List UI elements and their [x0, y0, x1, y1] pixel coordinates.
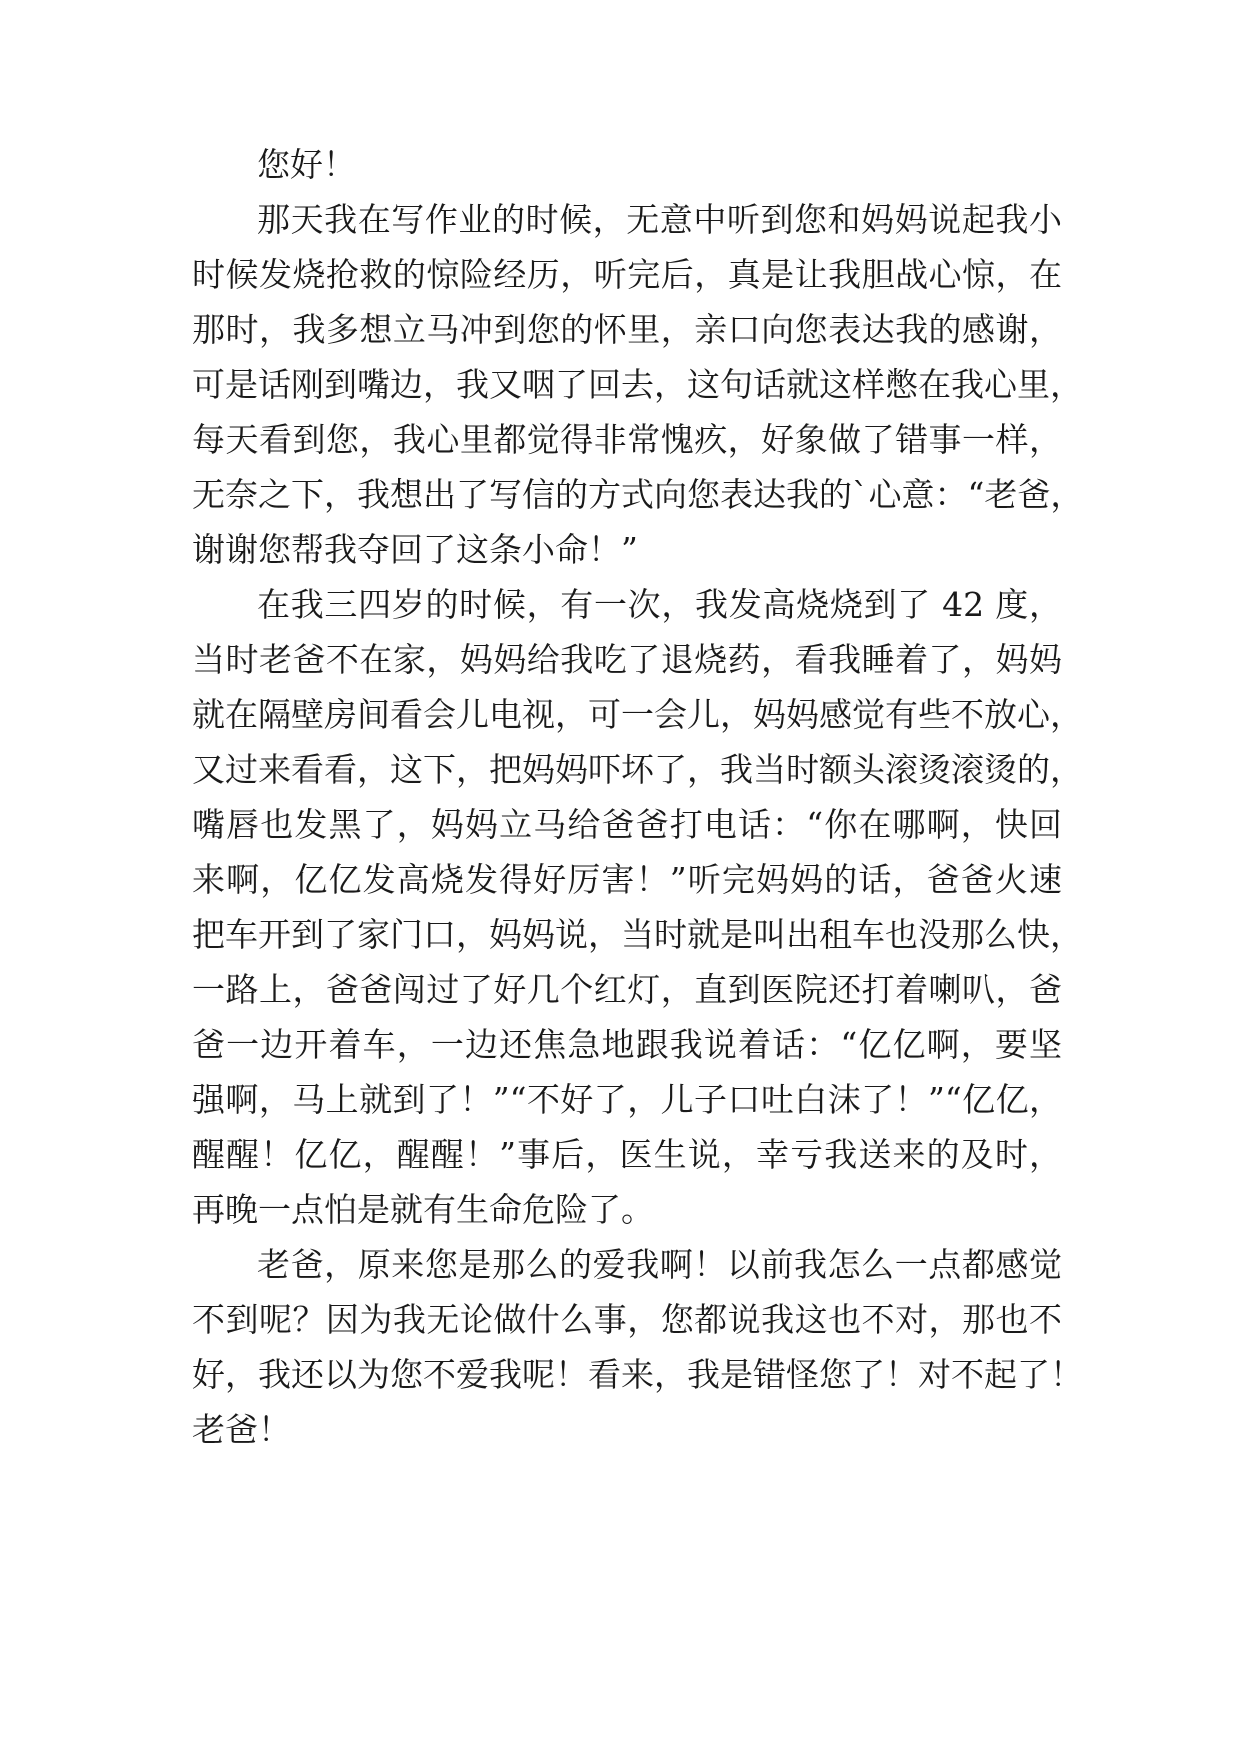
paragraph-2-line-2: 当时老爸不在家，妈妈给我吃了退烧药，看我睡着了，妈妈	[192, 640, 1062, 679]
paragraph-2-line-4: 又过来看看，这下，把妈妈吓坏了，我当时额头滚烫滚烫的，	[192, 750, 1083, 789]
paragraph-1-line-6: 无奈之下，我想出了写信的方式向您表达我的`心意：“老爸，	[192, 475, 1084, 514]
paragraph-1-line-7: 谢谢您帮我夺回了这条小命！”	[192, 530, 638, 569]
paragraph-1-line-5: 每天看到您，我心里都觉得非常愧疚，好象做了错事一样，	[192, 420, 1062, 459]
paragraph-2-line-9: 爸一边开着车，一边还焦急地跟我说着话：“亿亿啊，要坚	[192, 1025, 1062, 1064]
paragraph-2-line-3: 就在隔壁房间看会儿电视，可一会儿，妈妈感觉有些不放心，	[192, 695, 1083, 734]
paragraph-1-line-1: 那天我在写作业的时候，无意中听到您和妈妈说起我小	[257, 200, 1062, 239]
greeting-line: 您好！	[257, 145, 356, 184]
paragraph-2-line-12: 再晚一点怕是就有生命危险了。	[192, 1190, 654, 1229]
paragraph-1-line-4: 可是话刚到嘴边，我又咽了回去，这句话就这样憋在我心里，	[192, 365, 1083, 404]
paragraph-2-line-1: 在我三四岁的时候，有一次，我发高烧烧到了 42 度，	[257, 585, 1062, 624]
paragraph-2-line-8: 一路上，爸爸闯过了好几个红灯，直到医院还打着喇叭，爸	[192, 970, 1062, 1009]
paragraph-2-line-5: 嘴唇也发黑了，妈妈立马给爸爸打电话：“你在哪啊，快回	[192, 805, 1062, 844]
paragraph-2-line-10: 强啊，马上就到了！”“不好了，儿子口吐白沫了！”“亿亿，	[192, 1080, 1062, 1119]
paragraph-3-line-1: 老爸，原来您是那么的爱我啊！以前我怎么一点都感觉	[257, 1245, 1062, 1284]
paragraph-2-line-11: 醒醒！亿亿，醒醒！”事后，医生说，幸亏我送来的及时，	[192, 1135, 1062, 1174]
paragraph-1-line-2: 时候发烧抢救的惊险经历，听完后，真是让我胆战心惊，在	[192, 255, 1062, 294]
paragraph-3-line-4: 老爸！	[192, 1410, 291, 1449]
paragraph-2-line-7: 把车开到了家门口，妈妈说，当时就是叫出租车也没那么快，	[192, 915, 1083, 954]
paragraph-3-line-3: 好，我还以为您不爱我呢！看来，我是错怪您了！对不起了！	[192, 1355, 1083, 1394]
paragraph-2-line-6: 来啊，亿亿发高烧发得好厉害！”听完妈妈的话，爸爸火速	[192, 860, 1062, 899]
paragraph-1-line-3: 那时，我多想立马冲到您的怀里，亲口向您表达我的感谢，	[192, 310, 1062, 349]
paragraph-3-line-2: 不到呢？因为我无论做什么事，您都说我这也不对，那也不	[192, 1300, 1062, 1339]
